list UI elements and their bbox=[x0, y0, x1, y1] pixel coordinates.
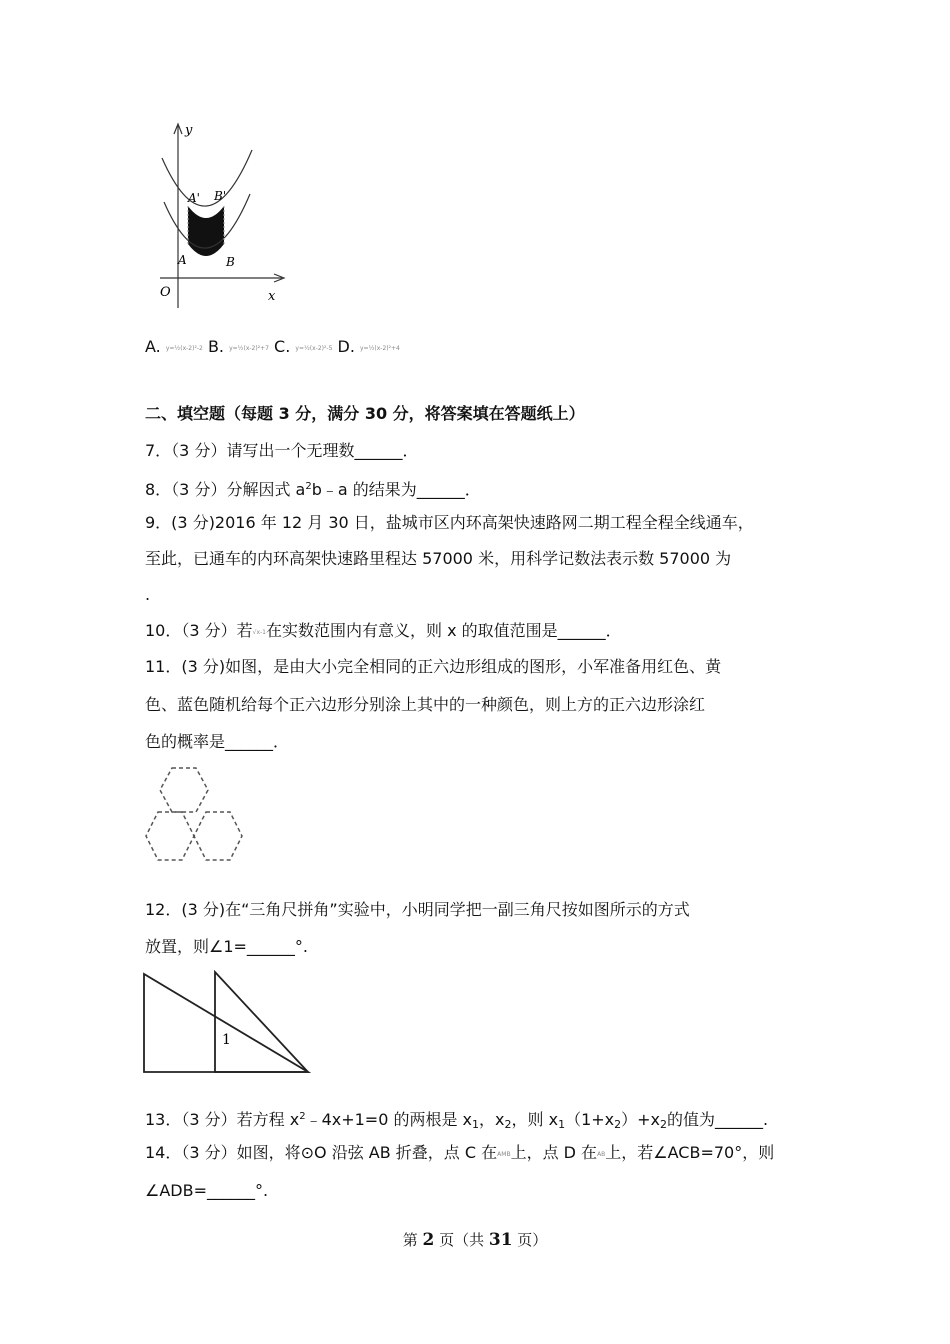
angle-1-label: 1 bbox=[222, 1032, 231, 1048]
footer-text: 页） bbox=[512, 1231, 548, 1249]
question-9-line1: 9．(3 分)2016 年 12 月 30 日，盐城市区内环高架快速路网二期工程全程全线通车， bbox=[145, 513, 754, 532]
question-14-line2: ∠ADB=______°. bbox=[145, 1181, 269, 1200]
q6-options bbox=[145, 336, 400, 360]
question-10 bbox=[145, 620, 622, 644]
q13-subscript: 1 bbox=[472, 1118, 480, 1131]
question-11-line2: 色、蓝色随机给每个正六边形分别涂上其中的一种颜色，则上方的正六边形涂红 bbox=[145, 695, 706, 714]
q10-radical: √x-1 bbox=[252, 629, 266, 636]
question-9-line3: . bbox=[145, 585, 151, 604]
question-11-line3: 色的概率是______． bbox=[145, 732, 290, 751]
y-axis-label: y bbox=[185, 123, 193, 138]
q13-subscript: 2 bbox=[660, 1118, 668, 1131]
origin-label: O bbox=[160, 285, 171, 300]
bottom-left-hexagon bbox=[146, 812, 194, 860]
option-b-formula: y=½(x-2)²+7 bbox=[229, 345, 269, 352]
question-13 bbox=[145, 1106, 768, 1136]
q8-exponent: 2 bbox=[305, 481, 312, 492]
question-14-line1 bbox=[145, 1142, 774, 1166]
page-number: 2 bbox=[422, 1230, 435, 1250]
upper-parabola bbox=[162, 150, 252, 206]
q13-subscript: 2 bbox=[614, 1118, 622, 1131]
triangle-rulers-figure bbox=[142, 970, 314, 1076]
q14-arc: AMB bbox=[497, 1151, 511, 1158]
footer-text: 第 bbox=[402, 1231, 423, 1249]
option-b: B. bbox=[207, 337, 224, 356]
option-a-formula: y=½(x-2)²-2 bbox=[165, 345, 203, 352]
hexagon-figure bbox=[142, 762, 258, 870]
top-hexagon bbox=[160, 768, 208, 812]
q14-text: 14．（3 分）如图，将⊙O 沿弦 AB 折叠，点 C 在 bbox=[145, 1143, 498, 1162]
point-label: A' bbox=[188, 191, 200, 205]
q13-text: （1+x bbox=[565, 1110, 615, 1129]
q14-text: 上，若∠ACB=70°，则 bbox=[605, 1143, 775, 1162]
point-label: B' bbox=[214, 189, 227, 203]
q13-text: ，则 x bbox=[511, 1110, 559, 1129]
parabola-graph bbox=[140, 118, 290, 318]
bottom-right-hexagon bbox=[194, 812, 242, 860]
question-11-line1: 11．(3 分)如图，是由大小完全相同的正六边形组成的图形，小军准备用红色、黄 bbox=[145, 657, 722, 676]
q13-subscript: 1 bbox=[558, 1118, 566, 1131]
q13-text: ，x bbox=[479, 1110, 505, 1129]
large-triangle bbox=[144, 974, 308, 1072]
q13-text: ﹣4x+1=0 的两根是 x bbox=[305, 1110, 473, 1129]
question-12-line1: 12．(3 分)在“三角尺拼角”实验中，小明同学把一副三角尺按如图所示的方式 bbox=[145, 900, 690, 919]
page-footer bbox=[0, 1229, 950, 1250]
q13-subscript: 2 bbox=[504, 1118, 512, 1131]
question-7: 7．（3 分）请写出一个无理数______． bbox=[145, 441, 419, 460]
total-pages: 31 bbox=[488, 1230, 513, 1250]
q13-text: 的值为______. bbox=[667, 1110, 769, 1129]
option-d: D. bbox=[337, 337, 355, 356]
q14-text: 上，点 D 在 bbox=[510, 1143, 598, 1162]
x-axis-label: x bbox=[268, 289, 276, 304]
q14-arc: AB bbox=[597, 1151, 606, 1158]
question-9-line2: 至此，已通车的内环高架快速路里程达 57000 米，用科学记数法表示数 57000 为 bbox=[145, 549, 732, 568]
point-label: B bbox=[226, 255, 235, 269]
q10-text: 10．（3 分）若 bbox=[145, 621, 253, 640]
option-c: C. bbox=[274, 337, 291, 356]
section-title: 二、填空题（每题 3 分，满分 30 分，将答案填在答题纸上） bbox=[145, 404, 585, 423]
point-label: A bbox=[178, 253, 187, 267]
option-d-formula: y=½(x-2)²+4 bbox=[360, 345, 400, 352]
q13-text: 13．（3 分）若方程 x bbox=[145, 1110, 300, 1129]
small-triangle bbox=[215, 972, 308, 1072]
footer-text: 页（共 bbox=[434, 1231, 489, 1249]
question-12-line2: 放置，则∠1=______°. bbox=[145, 937, 309, 956]
q13-text: ）+x bbox=[621, 1110, 661, 1129]
q8-text: 8．（3 分）分解因式 a bbox=[145, 480, 306, 499]
option-a: A. bbox=[145, 337, 161, 356]
q10-text-end: 在实数范围内有意义，则 x 的取值范围是______． bbox=[266, 621, 622, 640]
question-8 bbox=[145, 476, 481, 501]
option-c-formula: y=½(x-2)²-5 bbox=[295, 345, 333, 352]
q8-text-end: b﹣a 的结果为______． bbox=[311, 480, 481, 499]
q13-exponent: 2 bbox=[299, 1111, 306, 1122]
